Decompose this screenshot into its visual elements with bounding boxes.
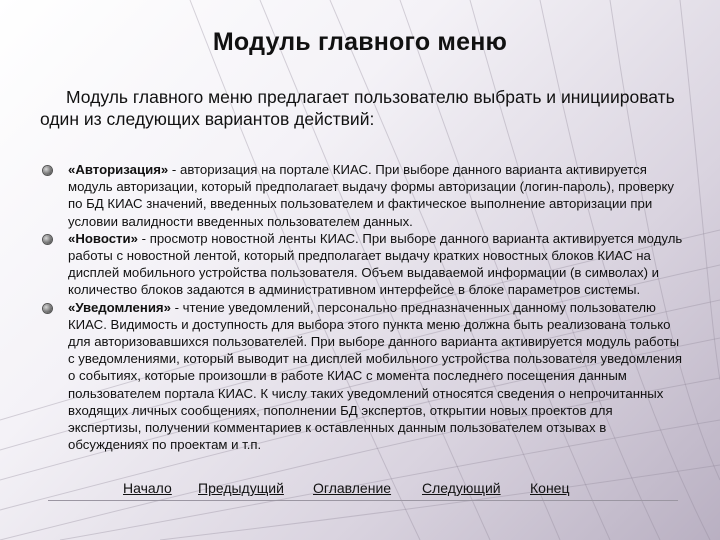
nav-contents-link[interactable]: Оглавление — [313, 480, 392, 496]
bullet-icon — [43, 304, 52, 313]
nav-end-link[interactable]: Конец — [530, 480, 570, 496]
navigation-bar — [0, 480, 720, 502]
options-list — [68, 161, 683, 453]
item-text: - чтение уведомлений, персонально предназначенных данному пользователю КИАС. Видимость и доступность для выбора этого пункта меню должна быть реализована только для авторизовавшихся пользователей. При выборе данного варианта активируется модуль работы с уведомлениями, который выводит на дисплей мобильного устройства пользователя уведомления о событиях, которые произошли в работе КИАС с момента последнего посещения данным пользователем портала КИАС. К числу таких уведомлений относятся сведения о непрочитанных входящих личных сообщениях, пополнении БД экспертов, открытии новых проектов для экспертизы, получении комментариев к оставленных данным пользователем отзывах в обсуждениях по проектам и т.п. — [68, 299, 682, 453]
bullet-icon — [43, 235, 52, 244]
list-item-authorization — [68, 161, 683, 230]
item-text: - просмотр новостной ленты КИАС. При выборе данного варианта активируется модуль работы с новостной лентой, который предполагает выдачу кратких новостных блоков КИАС на дисплей мобильного устройства пользователя. Объем выдаваемой информации (в символах) и количество блоков задаются в административном интерфейсе в блоке параметров системы. — [68, 230, 683, 298]
item-text: - авторизация на портале КИАС. При выборе данного варианта активируется модуль авторизации, который предполагает выдачу формы авторизации (логин-пароль), проверку по БД КИАС значений, введенных пользователем и фактическое выполнение авторизации при условии валидности введенных пользователем данных. — [68, 162, 675, 229]
bullet-icon — [43, 166, 52, 175]
item-term: «Авторизация» — [68, 162, 169, 177]
intro-paragraph: Модуль главного меню предлагает пользователю выбрать и инициировать один из следующих вариантов действий: — [40, 87, 675, 129]
item-term: «Уведомления» — [68, 299, 171, 315]
nav-next-link[interactable]: Следующий — [422, 480, 501, 496]
list-item-notifications — [68, 299, 683, 454]
nav-prev-link[interactable]: Предыдущий — [198, 480, 284, 496]
nav-start-link[interactable]: Начало — [123, 480, 172, 496]
list-item-news — [68, 230, 683, 299]
slide-title: Модуль главного меню — [212, 28, 508, 56]
item-term: «Новости» — [68, 230, 138, 246]
